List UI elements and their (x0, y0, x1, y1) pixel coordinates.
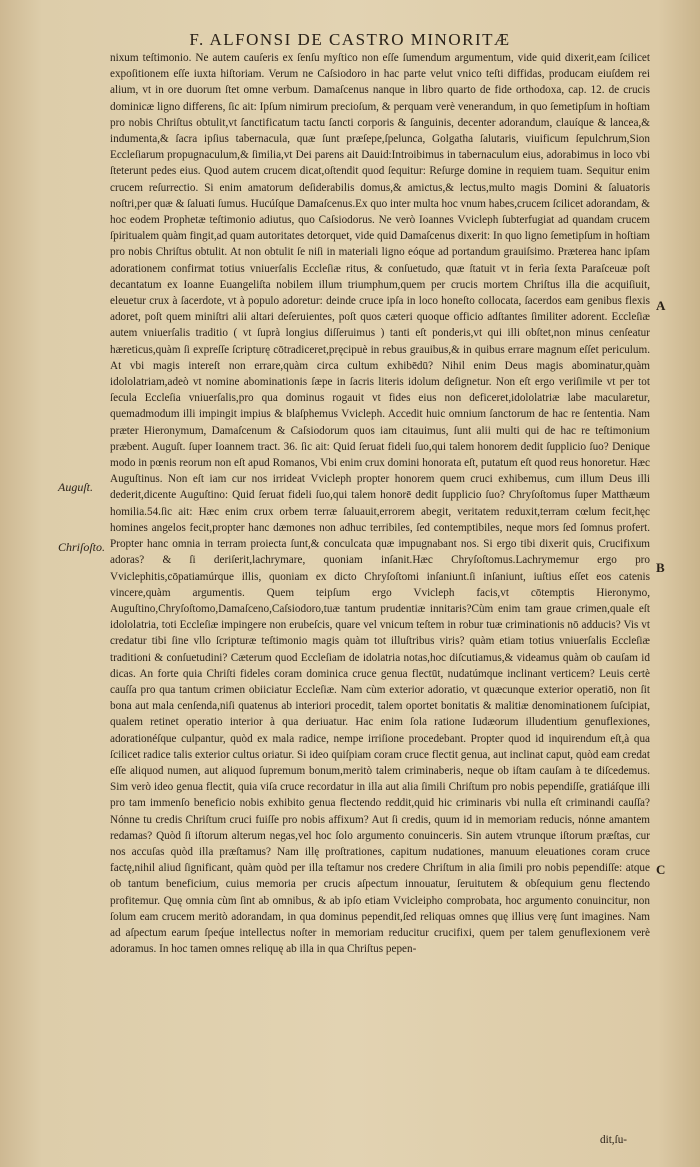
body-paragraph: nixum teſtimonio. Ne autem cauſeris ex ſenſu myſtico non eſſe ſumendum argumentum, vide quid dixerit,eam ſcilicet expoſitionem eſſe iuxta hiſtoriam. Verum ne Caſsiodoro in hac parte velut vnico teſti diffidas, producam eiuſdem rei alium, vt in ore duorum ſtet omne verbum. Damaſcenus nanque in libro quarto de fide orthodoxa, cap. 12. de crucis dominicæ ligno differens, ſic ait: Ipſum nimirum precioſum, & perquam verè venerandum, in quo ſemetipſum in hoſtiam pro nobis Chriſtus obtulit,vt ſanctificatum tactu ſancti corporis & ſanguinis, decenter adorandum, clauíque & lancea,& indumenta,& ſacra ipſius tabernacula, quæ ſunt præſepe,ſpelunca, Golgatha ſalutaris, viuificum ſepulchrum,Sion Eccleſiarum propugnaculum,& ſimilia,vt Dei parens ait Dauid:Introibimus in tabernaculum eius, adorabimus in loco vbi ſteterunt pedes eius. Quod autem crucem dicat,oſtendit quod ſequitur: Reſurge domine in requiem tuam. Sequitur enim crucem reſurrectio. Si enim amatorum deſiderabilis domus,& amictus,& lectus,multo magis Domini & ſaluatoris noſtri,per quæ & ſaluati ſumus. Hucúſque Damaſcenus.Ex quo inter multa hoc vnum habes,crucem ſcilicet adorandam, & hoc eodem Prophetæ teſtimonio adiutus, quo Caſsiodorus. Ne verò Ioannes Vvicleph ſubterfugiat ad quandam crucem ſpiritualem quàm fingit,ad quam autoritates detorquet, vide quid Damaſcenus dixerit: In quo ligno ſemetipſum in hoſtiam pro nobis Chriſtus obtulit. At non obtulit ſe niſi in materiali ligno eóque ad portandum grauiſsimo. Præterea hanc ipſam adorationem confirmat totius vniuerſalis Eccleſiæ ritus, & conſuetudo, quæ ſtatuit vt in ferìa ſexta Paraſceuæ poſt decantatum ex Ioanne Euangeliſta nobilem illum triumphum,quem per crucis mortem Chriſtus illa die acquiſiuit, eleuetur crux à ſacerdote, vt à populo adoretur: deinde cruce ipſa in loco honeſto collocata, ſacerdos eam genibus flexis adoret, poſt quem miniſtri alii altari deſeruientes, poſt quos cæteri quoque officio adſtantes ſimiliter adorent. Eccleſiæ autem vniuerſalis traditio ( vt ſuprà longius diſſeruimus ) tanti eſt ponderis,vt qui illi obſtet,non minus cenſeatur hæreticus,quàm ſi expreſſe ſcripturę cōtradiceret,pręcipuè in rebus grauibus,& in quibus errare magnum eſſet periculum. At vbi magis intereſt non errare,quàm circa cultum exhibēdū? Nihil enim Deus magis abominatur,quàm idololatriam,adeò vt nomine abominationis ſæpe in ſacris literis idolum deſignetur. Non eſt ergo veriſimile vt per tot ſecula Eccleſia vniuerſalis,pro qua dominus rogauit vt fides eius non deficeret,idololatriæ labe macularetur, quemadmodum illi impingit impius & blaſphemus Vvicleph. Accedit huic omnium ſanctorum de hac re ſententia. Nam præter Hieronymum, Damaſcenum & Caſsiodorum quos iam citauimus, ſunt alii multi qui de hac re teſtimonium præbent. Auguſt. ſuper Ioannem tract. 36. ſic ait: Quid ſeruat fideli ſuo,qui talem honorem dedit ſupplicio ſuo? Denique modo in pœnis reorum non eſt apud Romanos, Vbi enim crux domini honorata eſt, putatum eſt quod reus honoretur. Hæc Auguſtinus. Non eſt iam cur nos irrideat Vvicleph propter honorem quem cruci exhibemus, cum illum Deus illi dederit,dicente Auguſtino: Quid ſeruat fideli ſuo,qui talem honorē dedit ſupplicio ſuo? Chryſoſtomus ſuper Matthæum homilia.54.ſic ait: Hæc enim crux orbem terræ ſaluauit,errorem abegit, veritatem reduxit,terram cœlum fecit,hęc homines angelos fecit,propter hanc dæmones non adhuc terribiles, ſed contemptibiles, neque mors ſed ſomnus profert. Propter hanc omnia in terram proiecta ſunt,& conculcata quæ impugnabant nos. Si ergo tibi dixerit quis, Crucifixum adoras? & ſi deriſerit,lachrymare, quoniam inſanit.Hæc Chryſoſtomus.Lachrymemur ergo pro Vviclephitis,cōpatiamúrque illis, quoniam ex dicto Chryſoſtomi inſaniunt.ſi inſaniunt, iuſtius eſſet eos catenis vincere,quàm argumentis. Quem teipſum ergo Vvicleph facis,vt cōtemptis Hieronymo, Auguſtino,Chryſoſtomo,Damaſceno,Caſsiodoro,tuæ tantum prudentiæ innitaris?Cùm enim tam graue crimen,quale eſt idololatria, toti Eccleſiæ impingere non erubeſcis, quare vel vnicum teſtem in robur tuæ criminationis nō adducis? Vis vt credatur tibi ſine vllo ſcripturæ teſtimonio magis quàm tot illuſtribus viris? quàm etiam totius vniuerſalis Eccleſiæ traditioni & conſuetudini? Cæterum quod Eccleſiam de idolatria notas,hoc diſcutiamus,& videamus quàm ob cauſam id dicas. An forte quia Chriſti fideles coram dominica cruce genua flectūt, nudatúmque inclinant verticem? Leuis certè cauſſa pro qua tantum crimen obiiciatur Eccleſiæ. Nam cùm exterior adoratio, vt quæcunque exterior operatiō, non ſit bona aut mala cenſenda,niſi quatenus ab interiori procedit, talem oportet bonitatis & malitiæ denominationem ſuſcipiat, qualem retinet operatio interior à qua deriuatur. Hac enim ſola ratione Iudæorum illudentium genuflexiones, adorationéſque culpantur, quòd ex mala radice, nempe irriſione procedebant. Propter quod id inquirendum eſt,à qua ſcilicet radice talis exterior cultus oriatur. Si ideo quiſpiam coram cruce flectit genua, aut inclinat caput, quòd eam credat eſſe aliquod numen, aut aliquod ſupremum bonum,meritò talem criminaberis, neque ob iſtam cauſam à te diſcedemus. Sim verò ideo genua flectit, quia viſa cruce recordatur in illa aut alia ſimili Chriſtum pro nobis pependiſſe, gratiáſque illi pro tam immenſo beneficio nobis exhibito genua flectendo reddit,quid hic criminaris vbi nulla eſt criminandi cauſſa? Nónne tu credis Chriſtum cruci fuiſſe pro nobis affixum? Aut ſi credis, quum id in memoriam reducis, nónne amantem redamas? Quòd ſi iſtorum alterum negas,vel hoc ſolo argumento conuinceris. Sin autem vtrunque iſtorum præſtas, cur nos accuſas quòd illa præſtamus? Nam illę proſtrationes, capitum nudationes, manuum eleuationes coram cruce factę,nihil aliud ſignificant, quàm quòd per illa teſtamur nos credere Chriſtum in alia ſimili pro nobis pependiſſe: atque ob tantum beneficium, cuius memoria per crucis aſpectum innouatur, ſeruitutem & obſequium genu flectendo profitemur. Quę omnia cùm ſint ab omnibus, & ab ipſo etiam Vvicleipho comprobata, hoc argumento conuincitur, non ſolum eam crucem meritò adorandam, in qua dominus pependit,ſed reliquas omnes quę illius verę ſunt imagines. Nam ad aſpectum earum ſpeq́ue intellectus noſter in memoriam reducitur crucifixi, quem per talem genuflexionem verè adoramus. In hoc tamen omnes reliquę ab illa in qua Chriſtus pepen- (110, 52, 650, 956)
section-mark-b: B (656, 560, 665, 575)
body-text (110, 50, 650, 957)
section-mark-a: A (656, 298, 666, 313)
margin-note-augustine: Auguſt. (58, 480, 93, 494)
margin-note-chrysostom: Chriſoſto. (58, 540, 106, 554)
running-head: F. ALFONSI DE CASTRO MINORITÆ (189, 30, 511, 49)
section-mark-c: C (656, 862, 666, 877)
catchword: dit,ſu- (600, 1134, 628, 1146)
